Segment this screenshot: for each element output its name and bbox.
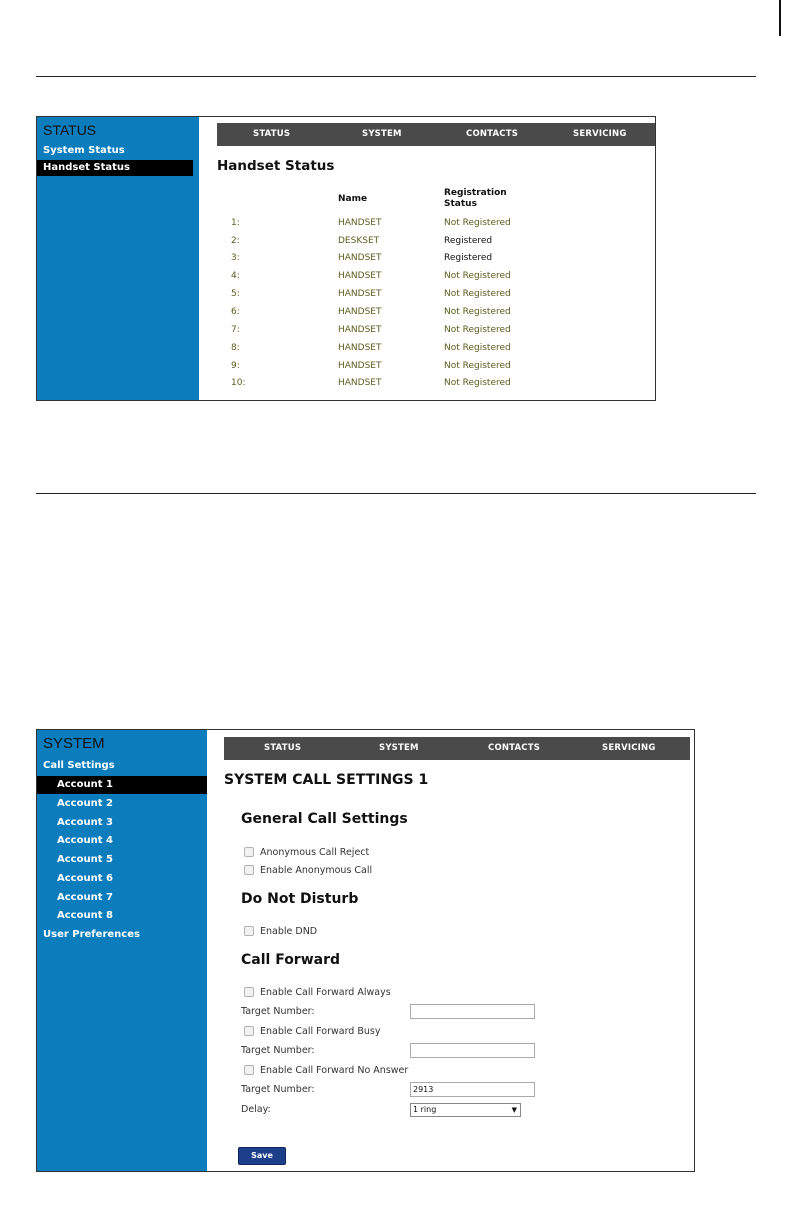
call-forward-always-checkbox[interactable]	[244, 987, 254, 997]
sidebar-item-account-4[interactable]: Account 4	[57, 835, 113, 846]
enable-anonymous-call-label: Enable Anonymous Call	[260, 865, 373, 876]
handset-number: 6:	[231, 307, 240, 317]
registration-status: Not Registered	[444, 378, 511, 388]
call-forward-busy-checkbox[interactable]	[244, 1026, 254, 1036]
sidebar-item-account-8[interactable]: Account 8	[57, 910, 113, 921]
handset-name: HANDSET	[338, 361, 382, 371]
sidebar-item-account-2[interactable]: Account 2	[57, 798, 113, 809]
sidebar-item-call-settings[interactable]: Call Settings	[43, 760, 115, 771]
top-nav	[224, 737, 690, 760]
sidebar-item-user-preferences[interactable]: User Preferences	[43, 929, 140, 940]
anonymous-call-reject-row	[244, 846, 369, 860]
chevron-down-icon: ▼	[511, 1106, 517, 1114]
section-heading-call-forward: Call Forward	[241, 952, 341, 968]
sidebar-item-account-3[interactable]: Account 3	[57, 817, 113, 828]
section-heading-dnd: Do Not Disturb	[241, 891, 359, 907]
sidebar-item-account-6[interactable]: Account 6	[57, 873, 113, 884]
handset-name: HANDSET	[338, 253, 382, 263]
handset-number: 10:	[231, 378, 246, 388]
anonymous-call-reject-label: Anonymous Call Reject	[260, 847, 370, 858]
sidebar-item-handset-status[interactable]: Handset Status	[37, 160, 193, 176]
enable-anonymous-call-row	[244, 864, 372, 878]
tab-system[interactable]: SYSTEM	[362, 129, 402, 139]
top-nav	[217, 123, 655, 146]
call-forward-busy-label: Enable Call Forward Busy	[260, 1026, 381, 1037]
target-number-always-input[interactable]	[410, 1004, 535, 1019]
sidebar-item-system-status[interactable]: System Status	[43, 145, 125, 156]
target-number-no-answer-input[interactable]: 2913	[410, 1082, 535, 1097]
tab-contacts[interactable]: CONTACTS	[466, 129, 519, 139]
target-number-label: Target Number:	[241, 1006, 315, 1017]
delay-select[interactable]	[410, 1103, 521, 1117]
registration-status: Not Registered	[444, 343, 511, 353]
registration-status: Not Registered	[444, 325, 511, 335]
call-forward-no-answer-label: Enable Call Forward No Answer	[260, 1065, 409, 1076]
registration-status: Not Registered	[444, 271, 511, 281]
handset-name: HANDSET	[338, 218, 382, 228]
sidebar	[37, 730, 207, 1171]
divider	[36, 493, 756, 494]
handset-number: 8:	[231, 343, 240, 353]
delay-label: Delay:	[241, 1104, 271, 1115]
enable-dnd-checkbox[interactable]	[244, 926, 254, 936]
delay-select-value: 1 ring	[413, 1105, 437, 1114]
sidebar-title: SYSTEM	[43, 735, 105, 752]
sidebar-title: STATUS	[43, 122, 97, 138]
anonymous-call-reject-checkbox[interactable]	[244, 847, 254, 857]
handset-name: HANDSET	[338, 325, 382, 335]
tab-status[interactable]: STATUS	[253, 129, 291, 139]
handset-name: HANDSET	[338, 307, 382, 317]
call-forward-no-answer-row	[244, 1064, 408, 1078]
tab-servicing[interactable]: SERVICING	[573, 129, 627, 139]
handset-name: HANDSET	[338, 271, 382, 281]
handset-name: DESKSET	[338, 236, 380, 246]
registration-status: Registered	[444, 253, 493, 263]
handset-number: 9:	[231, 361, 240, 371]
enable-dnd-row	[244, 925, 317, 939]
handset-name: HANDSET	[338, 378, 382, 388]
registration-status: Registered	[444, 236, 493, 246]
save-button[interactable]: Save	[238, 1147, 286, 1165]
handset-number: 5:	[231, 289, 240, 299]
handset-number: 1:	[231, 218, 240, 228]
sidebar-item-account-5[interactable]: Account 5	[57, 854, 113, 865]
target-number-label: Target Number:	[241, 1045, 315, 1056]
handset-number: 4:	[231, 271, 240, 281]
target-number-label: Target Number:	[241, 1084, 315, 1095]
target-number-busy-input[interactable]	[410, 1043, 535, 1058]
divider	[36, 76, 756, 77]
page-title: Handset Status	[217, 158, 335, 174]
page-title: SYSTEM CALL SETTINGS 1	[224, 772, 429, 788]
registration-status: Not Registered	[444, 218, 511, 228]
registration-status: Not Registered	[444, 361, 511, 371]
call-forward-always-row	[244, 986, 391, 1000]
handset-number: 3:	[231, 253, 240, 263]
tab-servicing[interactable]: SERVICING	[602, 743, 656, 753]
handset-number: 7:	[231, 325, 240, 335]
enable-dnd-label: Enable DND	[260, 926, 318, 937]
call-forward-busy-row	[244, 1025, 380, 1039]
sidebar	[37, 117, 199, 400]
handset-number: 2:	[231, 236, 240, 246]
column-header-registration	[444, 188, 507, 210]
sidebar-item-account-1[interactable]: Account 1	[37, 776, 207, 794]
system-screenshot	[36, 729, 695, 1172]
tab-system[interactable]: SYSTEM	[379, 743, 419, 753]
handset-name: HANDSET	[338, 343, 382, 353]
tab-status[interactable]: STATUS	[264, 743, 302, 753]
page-edge-mark	[779, 0, 781, 36]
sidebar-item-account-7[interactable]: Account 7	[57, 892, 113, 903]
registration-status: Not Registered	[444, 307, 511, 317]
handset-name: HANDSET	[338, 289, 382, 299]
registration-status: Not Registered	[444, 289, 511, 299]
column-header-registration-line1: Registration	[444, 188, 507, 198]
enable-anonymous-call-checkbox[interactable]	[244, 865, 254, 875]
column-header-name: Name	[338, 194, 368, 204]
tab-contacts[interactable]: CONTACTS	[488, 743, 541, 753]
call-forward-always-label: Enable Call Forward Always	[260, 987, 391, 998]
call-forward-no-answer-checkbox[interactable]	[244, 1065, 254, 1075]
status-screenshot	[36, 116, 656, 401]
column-header-registration-line2: Status	[444, 199, 477, 209]
section-heading-general: General Call Settings	[241, 811, 408, 827]
